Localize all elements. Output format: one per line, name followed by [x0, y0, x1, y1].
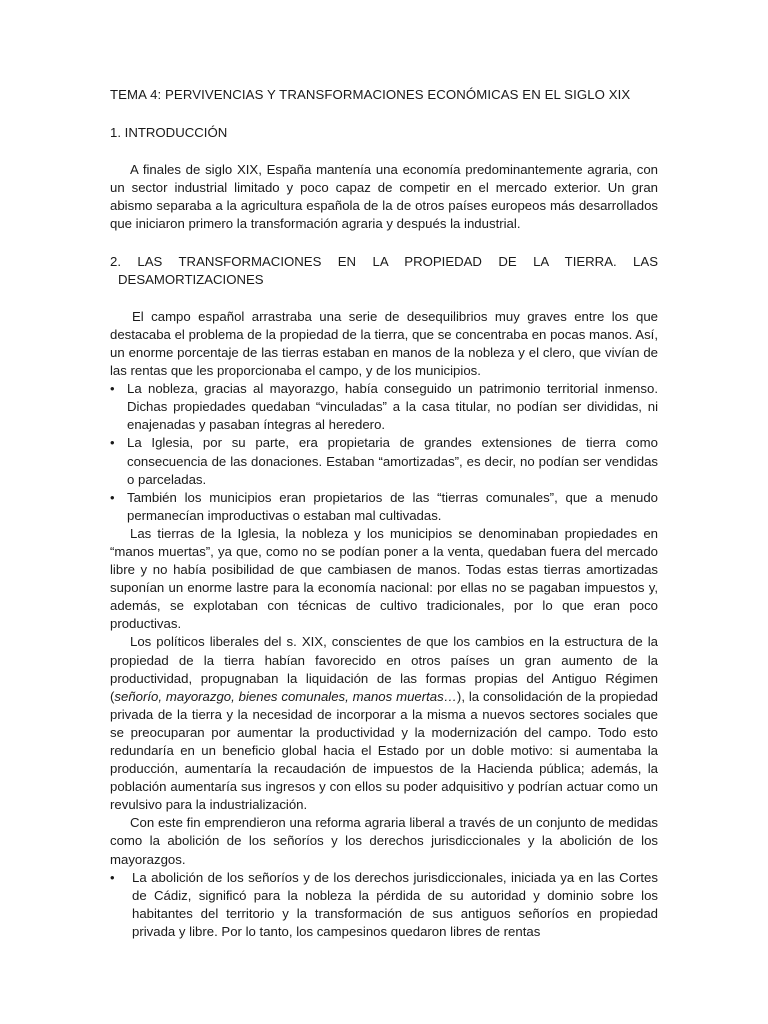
section-heading-line1: 2. LAS TRANSFORMACIONES EN LA PROPIEDAD DE LA TIERRA. LAS — [110, 253, 658, 269]
paragraph-campo-espanol: El campo español arrastraba una serie de desequilibrios muy graves entre los que destacaba el problema de la propiedad de la tierra, que se concentraba en pocas manos. Así, un enorme porcentaje de las tierras estaban en manos de la nobleza y el clero, que vivían de las rentas que les proporcionaba el campo, y de los municipios. — [110, 308, 658, 379]
list-item-text: También los municipios eran propietarios de las “tierras comunales”, que a menudo permanecían improductivas o estaban mal cultivadas. — [127, 489, 658, 523]
list-item-text: La nobleza, gracias al mayorazgo, había conseguido un patrimonio territorial inmenso. Dichas propiedades quedaban “vinculadas” a la casa titular, no podían ser divididas, ni enajenadas y pasaban íntegras al heredero. — [127, 381, 658, 433]
bullet-icon: • — [110, 435, 115, 451]
bullet-icon: • — [110, 381, 115, 397]
bullet-icon: • — [110, 489, 115, 505]
bullet-list-medidas — [110, 869, 658, 941]
bullet-list-propietarios — [110, 380, 658, 525]
paragraph-reforma-agraria: Con este fin emprendieron una reforma agraria liberal a través de un conjunto de medidas como la abolición de los señoríos y los derechos jurisdiccionales y la abolición de los mayorazgos. — [110, 815, 658, 867]
paragraph-manos-muertas: Las tierras de la Iglesia, la nobleza y los municipios se denominaban propiedades en “manos muertas”, ya que, como no se podían poner a la venta, quedaban fuera del mercado libre y no había posibilidad de que cambiasen de manos. Todas estas tierras amortizadas suponían un enorme lastre para la economía nacional: por ellas no se pagaban impuestos y, además, se explotaban con técnicas de cultivo tradicionales, por lo que eran poco productivas. — [110, 525, 658, 632]
paragraph-politicos-liberales — [110, 633, 658, 814]
list-item — [110, 489, 658, 525]
list-item-text: La abolición de los señoríos y de los derechos jurisdiccionales, iniciada ya en las Cortes de Cádiz, significó para la nobleza la pérdida de su autoridad y dominio sobre los habitantes del territorio y la transformación de sus antiguos señoríos en propiedad privada y libre. Por lo tanto, los campesinos quedaron libres de rentas — [132, 869, 658, 939]
paragraph-introduccion: A finales de siglo XIX, España mantenía una economía predominantemente agraria, con un sector industrial limitado y poco capaz de competir en el mercado exterior. Un gran abismo separaba a la agricultura española de la de otros países europeos más desarrollados que iniciaron primero la transformación agraria y después la industrial. — [110, 162, 658, 232]
section-heading-transformaciones — [110, 253, 658, 289]
section-heading-introduccion: 1. INTRODUCCIÓN — [110, 125, 228, 141]
list-item — [110, 434, 658, 488]
list-item-text: La Iglesia, por su parte, era propietaria de grandes extensiones de tierra como consecuencia de las donaciones. Estaban “amortizadas”, es decir, no podían ser vendidas o parceladas. — [127, 435, 658, 487]
paragraph-text: Los políticos liberales del s. XIX, conscientes de que los cambios en la estructura de la propiedad de la tierra habían favorecido en otros países un gran aumento de la productividad, propugnaban la liquidación de las formas propias del Antiguo Régimen ( — [110, 634, 658, 704]
list-item — [110, 380, 658, 434]
paragraph-text: ), la consolidación de la propiedad privada de la tierra y la necesidad de incorporar a la misma a nuevos sectores sociales que se preocuparan por aumentar la productividad y la modernización del campo. Todo esto redundaría en un beneficio global hacia el Estado por un doble motivo: si aumentaba la producción, aumentaría la recaudación de impuestos de la Hacienda pública; además, la población aumentaría sus ingresos y con ellos su poder adquisitivo y podrían actuar como un revulsivo para la industrialización. — [110, 688, 658, 813]
bullet-icon: • — [110, 869, 115, 885]
document-title: TEMA 4: PERVIVENCIAS Y TRANSFORMACIONES ECONÓMICAS EN EL SIGLO XIX — [110, 87, 631, 102]
list-item — [110, 869, 658, 941]
section-heading-line2: DESAMORTIZACIONES — [118, 271, 264, 287]
paragraph-italic-text: señorío, mayorazgo, bienes comunales, manos muertas… — [114, 688, 457, 704]
